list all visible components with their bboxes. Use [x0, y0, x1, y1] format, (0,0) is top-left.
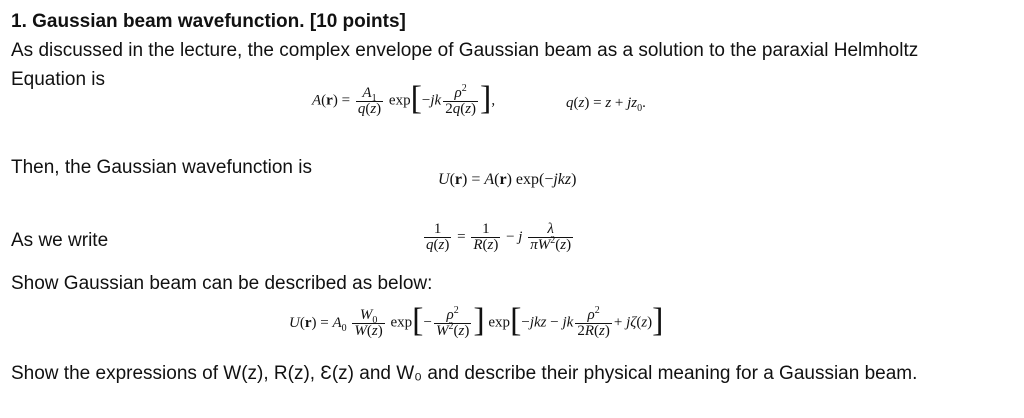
q-inverse-equation: $\frac{1}{q(z)}$ = $\frac{1}{R(z)}$ − j $\frac{\lambda}{\pi W^2(z)}$: [426, 221, 572, 253]
show-expressions-text: Show the expressions of W(z), R(z), Ɛ(z) and W₀ and describe their physical meaning for a Gaussian beam.: [11, 363, 918, 384]
problem-title: 1. Gaussian beam wavefunction. [10 points]: [11, 11, 406, 32]
intro-line-1: As discussed in the lecture, the complex envelope of Gaussian beam as a solution to the paraxial Helmholtz: [11, 40, 919, 61]
complex-envelope-equation: A(r) = $\frac{A_1}{q(z)}$ exp[−jk $\frac{\rho^2}{2q(z)}$ ],: [312, 80, 496, 117]
q-parameter-equation: $q(z) = z + jz_0$.: [566, 95, 646, 114]
then-text: Then, the Gaussian wavefunction is: [11, 157, 313, 178]
show-described-text: Show Gaussian beam can be described as below:: [11, 273, 433, 294]
gaussian-beam-full-equation: $U(r) = A_0$ $\frac{W_0}{W(z)}$ exp[− $\frac{\rho^2}{W^2(z)}$ ] exp[−jkz − jk $\frac{\rho^2}{2R(z)}$ + jζ(z)]: [289, 302, 664, 339]
intro-line-2: Equation is: [11, 69, 106, 90]
as-we-write-text: As we write: [11, 230, 109, 251]
gaussian-wavefunction-equation: U(r) = A(r) exp(−jkz): [438, 171, 577, 188]
